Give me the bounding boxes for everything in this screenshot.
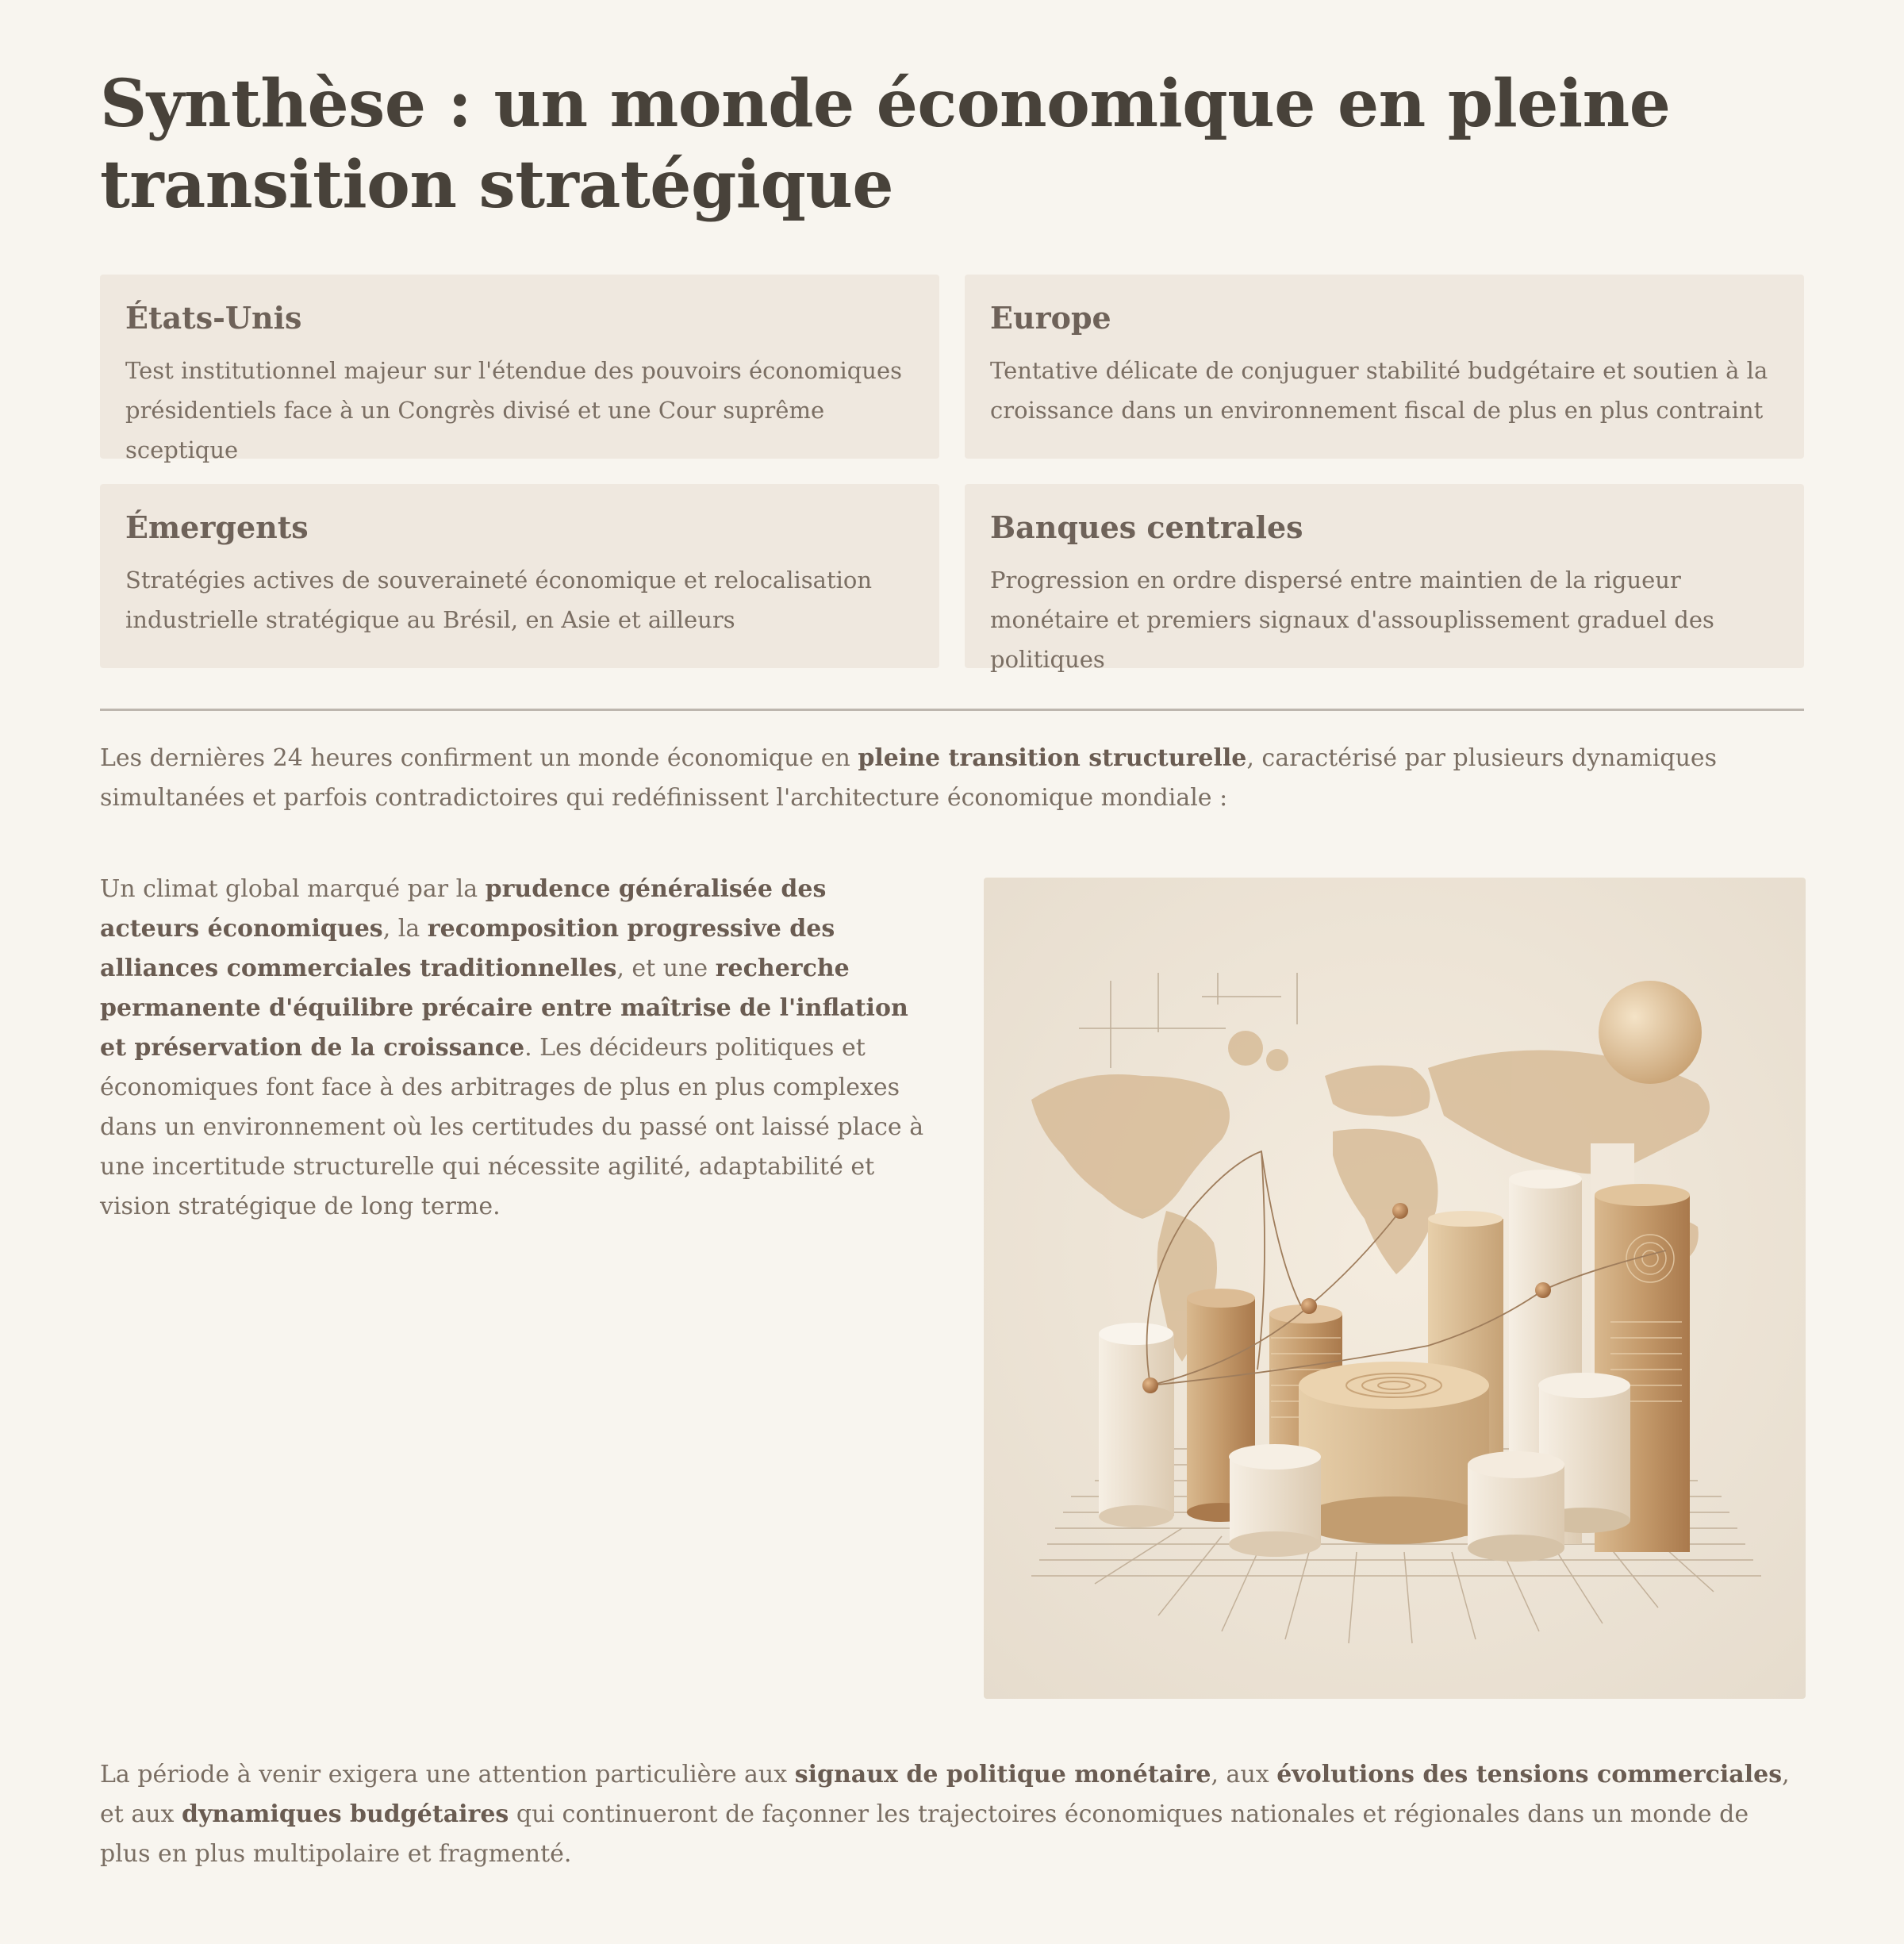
body-text-3: , et une	[616, 955, 716, 982]
card-text: Test institutionnel majeur sur l'étendue des pouvoirs économiques présidentiels face à un Congrès divisé et une Cour suprême sceptique	[125, 357, 903, 463]
card-text: Progression en ordre dispersé entre maintien de la rigueur monétaire et premiers signaux d'assouplissement graduel des politiques	[990, 567, 1714, 673]
intro-paragraph	[100, 739, 1804, 818]
body-text-2: , la	[382, 915, 428, 943]
card-text: Stratégies actives de souveraineté économique et relocalisation industrielle stratégique au Brésil, en Asie et ailleurs	[125, 567, 873, 633]
outro-bold-3: dynamiques budgétaires	[182, 1800, 509, 1828]
outro-text-3: , et aux	[100, 1761, 1790, 1828]
card-heading: Émergents	[125, 509, 309, 545]
card-heading: Europe	[990, 300, 1111, 336]
intro-bold-1: pleine transition structurelle	[858, 744, 1247, 772]
card-text: Tentative délicate de conjuguer stabilité budgétaire et soutien à la croissance dans un environnement fiscal de plus en plus contraint	[990, 357, 1768, 424]
body-paragraph	[100, 870, 925, 1227]
outro-text-1: La période à venir exigera une attention particulière aux	[100, 1761, 795, 1788]
sphere	[1599, 981, 1702, 1084]
page-title: Synthèse : un monde économique en pleine transition stratégique	[100, 66, 1671, 223]
card-emergents	[100, 484, 939, 668]
body-bold-3: recherche permanente d'équilibre précaire entre maîtrise de l'inflation et préservation de la croissance	[100, 955, 908, 1062]
card-heading: Banques centrales	[990, 509, 1303, 545]
outro-bold-1: signaux de politique monétaire	[794, 1761, 1211, 1788]
intro-text-1: Les dernières 24 heures confirment un monde économique en	[100, 744, 858, 772]
body-text-4: . Les décideurs politiques et économiques font face à des arbitrages de plus en plus complexes dans un environnement où les certitudes du passé ont laissé place à une incertitude structurelle qui nécessite agilité, adaptabilité et vision stratégique de long terme.	[100, 1034, 924, 1220]
outro-text-2: , aux	[1211, 1761, 1277, 1788]
card-europe	[965, 275, 1804, 459]
card-etats-unis	[100, 275, 939, 463]
body-bold-1: prudence généralisée des acteurs économiques	[100, 875, 827, 943]
body-bold-2: recomposition progressive des alliances commerciales traditionnelles	[100, 915, 835, 982]
outro-text-4: qui continueront de façonner les trajectoires économiques nationales et régionales dans un monde de plus en plus multipolaire et fragmenté.	[100, 1800, 1749, 1868]
divider	[100, 709, 1804, 711]
intro-text-2: , caractérisé par plusieurs dynamiques simultanées et parfois contradictoires qui redéfinissent l'architecture économique mondiale :	[100, 744, 1718, 812]
card-banques-centrales	[965, 484, 1804, 673]
card-heading: États-Unis	[125, 300, 302, 336]
outro-paragraph	[100, 1755, 1804, 1874]
body-text-1: Un climat global marqué par la	[100, 875, 486, 903]
economy-illustration	[984, 878, 1806, 1699]
outro-bold-2: évolutions des tensions commerciales	[1276, 1761, 1783, 1788]
